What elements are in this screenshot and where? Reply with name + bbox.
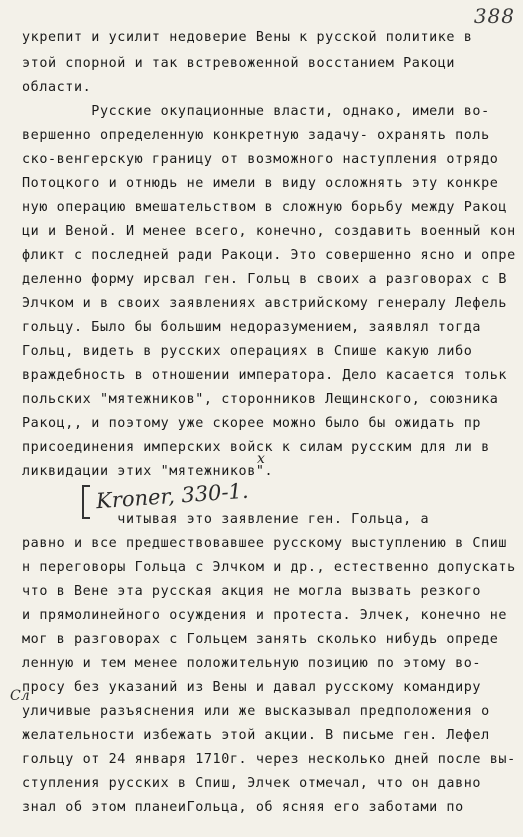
text-line: знал об этом планеиГольца, об ясняя его заботами по — [22, 800, 464, 815]
text-line: Ракоц,, и поэтому уже скорее можно было бы ожидать пр — [22, 416, 482, 431]
text-line: Потоцкого и отнюдь не имели в виду осложнять эту конкре — [22, 176, 499, 191]
text-line: Элчком и в своих заявлениях австрийскому генералу Лефель — [22, 296, 508, 311]
text-line: ленную и тем менее положительную позицию по этому во- — [22, 656, 482, 671]
text-line: Русские окупационные власти, однако, имели во- — [22, 104, 490, 119]
text-line: ци и Веной. И менее всего, конечно, создавить военный кон — [22, 224, 516, 239]
text-line: н переговоры Гольца с Элчком и др., естественно допускать — [22, 560, 516, 575]
text-line: Гольц, видеть в русских операциях в Спише какую либо — [22, 344, 473, 359]
text-line: враждебность в отношении императора. Дело касается тольк — [22, 368, 508, 383]
handwritten-bracket — [82, 485, 90, 519]
text-line: гольцу. Было бы большим недоразумением, заявлял тогда — [22, 320, 482, 335]
text-line: польских "мятежников", сторонников Лещинского, союзника — [22, 392, 499, 407]
text-line: области. — [22, 80, 92, 95]
text-line: мог в разговорах с Гольцем занять сколько нибудь опреде — [22, 632, 499, 647]
text-line: что в Вене эта русская акция не могла вызвать резкого — [22, 584, 482, 599]
text-line: желательности избежать этой акции. В письме ген. Лефел — [22, 728, 490, 743]
text-line: гольцу от 24 января 1710г. через несколько дней после вы- — [22, 752, 516, 767]
footnote-mark: х — [257, 451, 265, 467]
text-line: равно и все предшествовавшее русскому выступлению в Спиш — [22, 536, 508, 551]
page-number: 388 — [473, 4, 515, 28]
text-line: этой спорной и так встревоженной восстанием Ракоци — [22, 56, 456, 71]
text-line: и прямолинейного осуждения и протеста. Элчек, конечно не — [22, 608, 508, 623]
text-line: читывая это заявление ген. Гольца, а — [22, 512, 430, 527]
text-line: просу без указаний из Вены и давал русскому командиру — [22, 680, 482, 695]
text-line: ликвидации этих "мятежников". — [22, 464, 274, 479]
text-line: вершенно определенную конкретную задачу- охранять поль — [22, 128, 490, 143]
text-line: уличивые разъяснения или же высказывал предположения о — [22, 704, 490, 719]
text-line: укрепит и усилит недоверие Вены к русской политике в — [22, 30, 473, 45]
text-line: деленно форму ирсвал ген. Гольц в своих а разговорах с В — [22, 272, 508, 287]
text-line: фликт с последней ради Ракоци. Это совершенно ясно и опре — [22, 248, 516, 263]
text-line: ступления русских в Спиш, Элчек отмечал, что он давно — [22, 776, 482, 791]
handwritten-reference: Kroner, 330-1. — [95, 478, 250, 514]
text-line: присоединения имперских войск к силам русским для ли в — [22, 440, 490, 455]
text-line: ную операцию вмешательством в сложную борьбу между Ракоц — [22, 200, 508, 215]
text-line: ско-венгерскую границу от возможного наступления отрядо — [22, 152, 499, 167]
margin-note: Сл — [10, 688, 30, 704]
